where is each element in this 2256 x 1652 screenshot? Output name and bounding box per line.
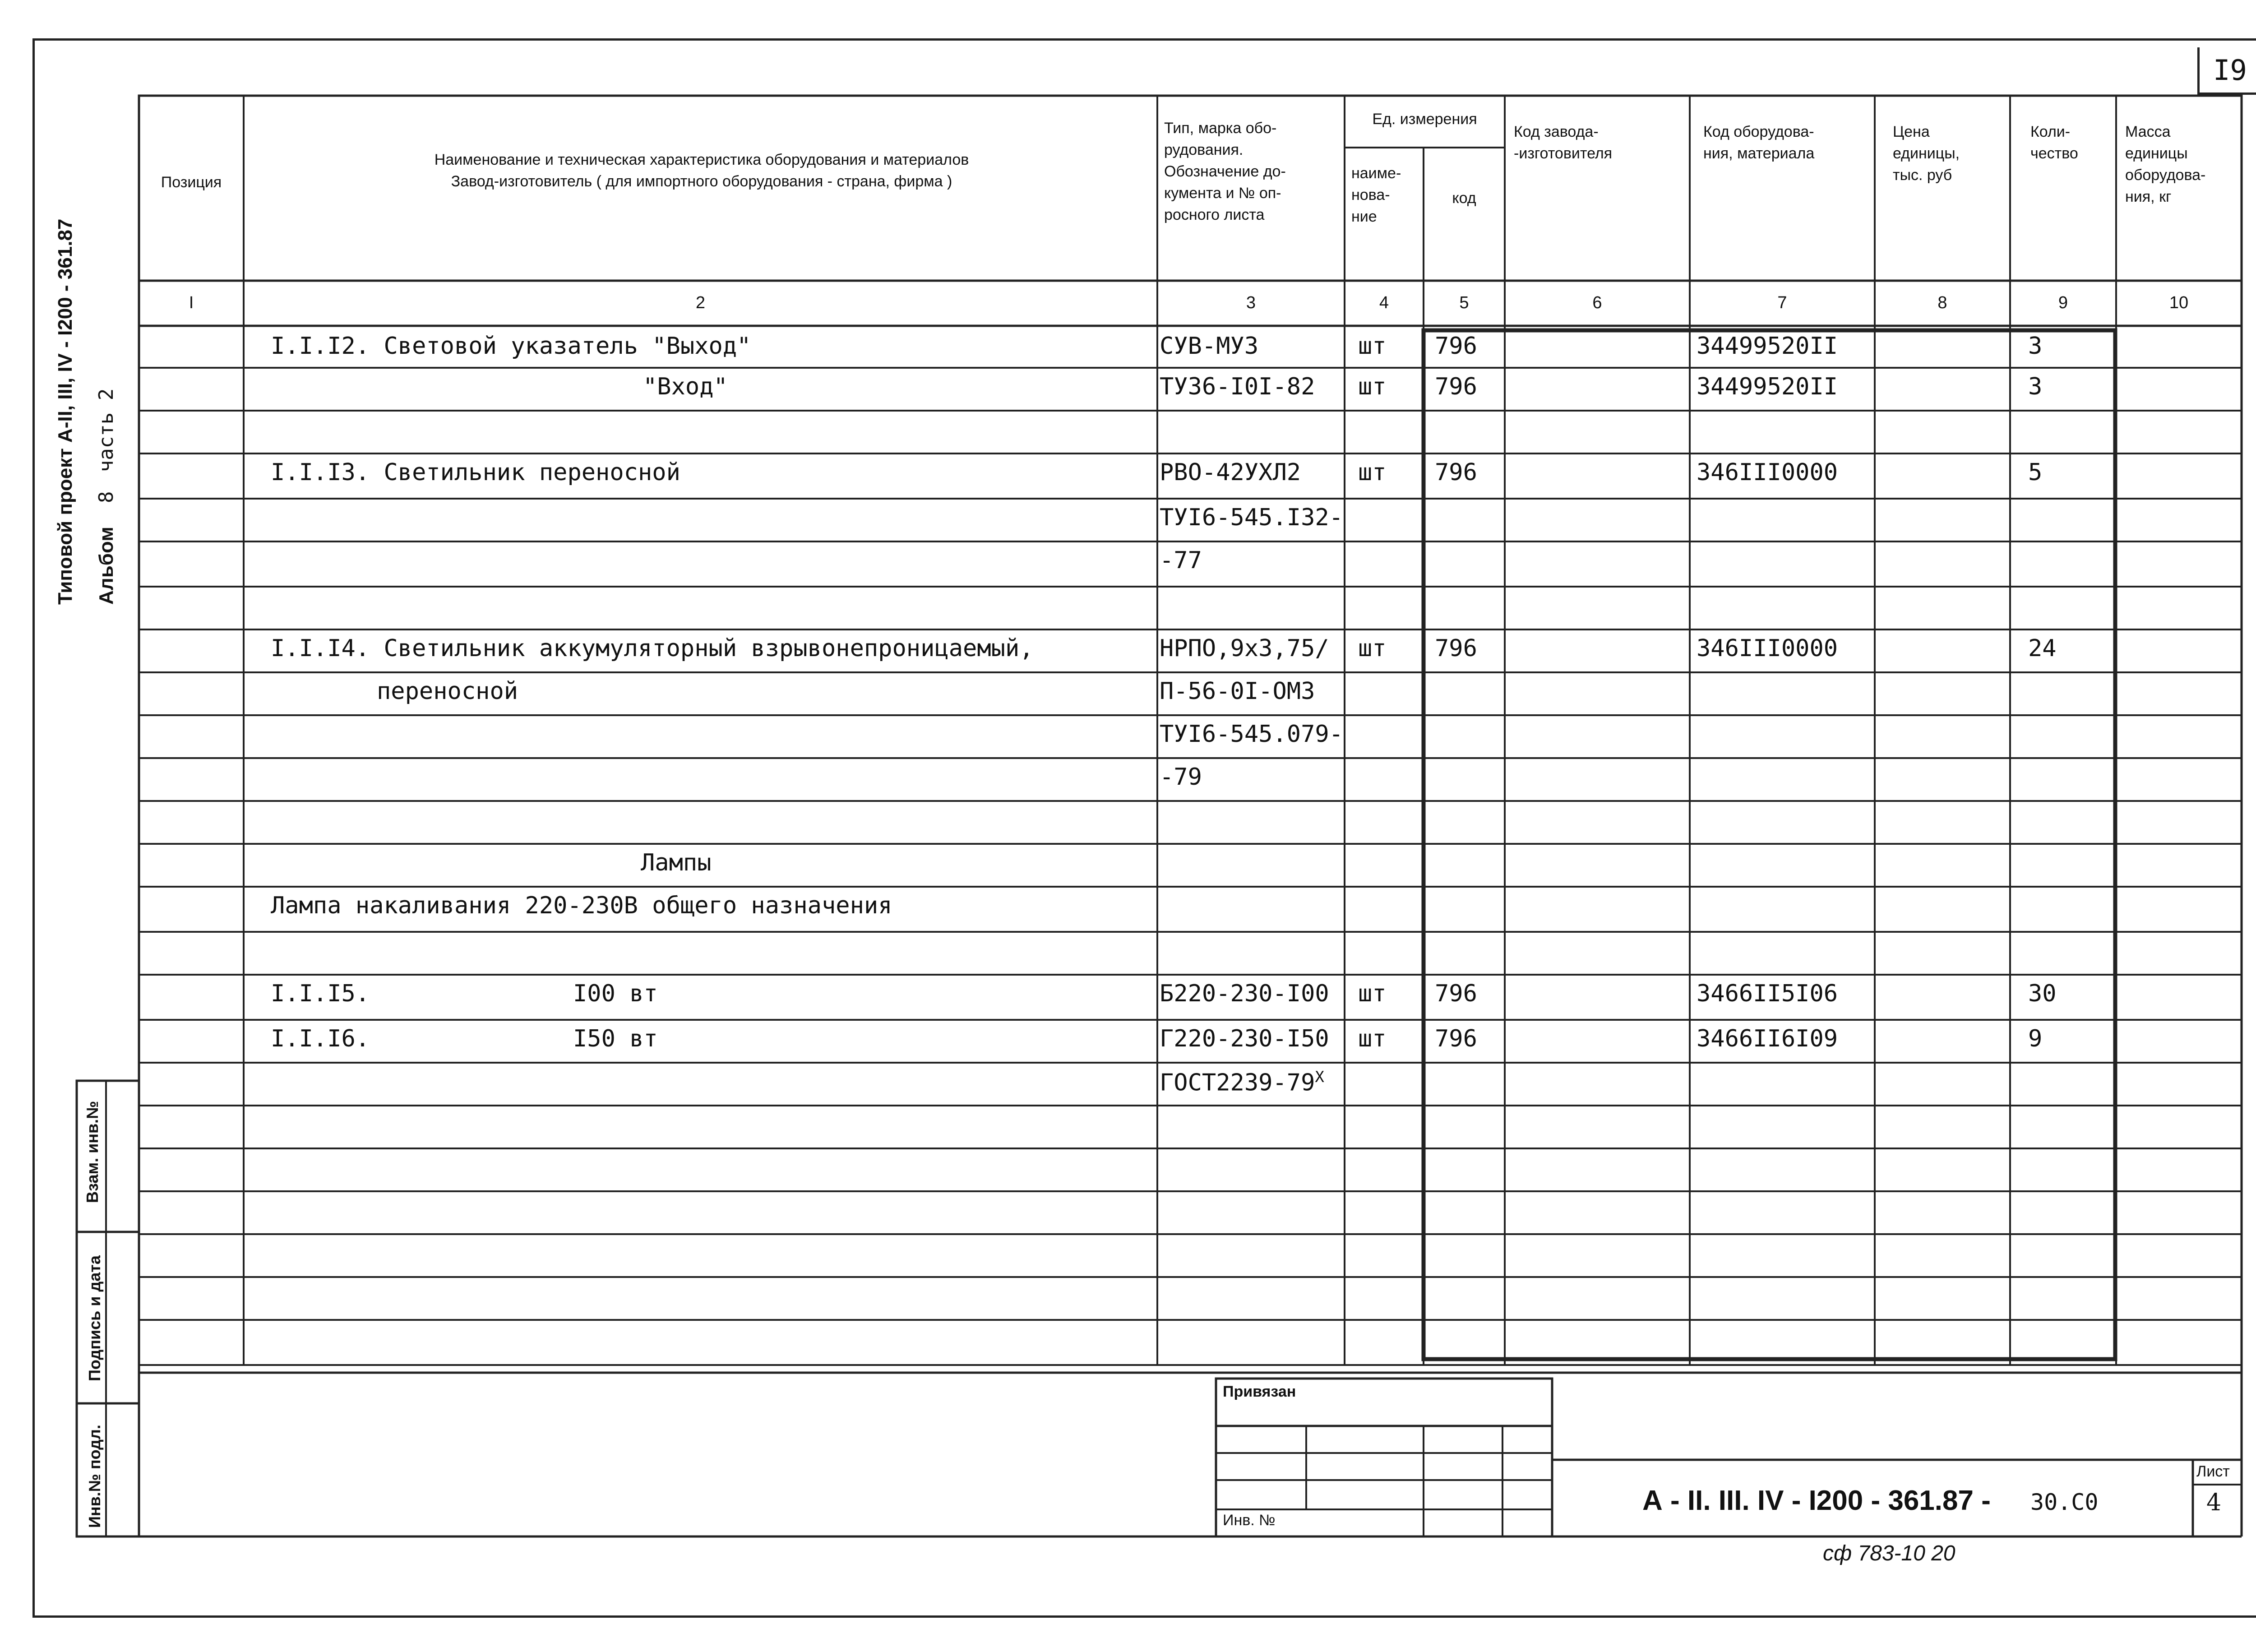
row-unit: шт — [1358, 1025, 1387, 1052]
row-unit-code: 796 — [1435, 333, 1477, 360]
col-number: 8 — [1937, 293, 1947, 312]
header-price: Цена единицы, тыс. руб — [1893, 123, 1960, 184]
sheet-number: I9 — [2197, 47, 2256, 95]
row-name: I.I.I4. Светильник аккумуляторный взрывонепроницаемый, — [271, 635, 1034, 662]
col-number: 9 — [2058, 293, 2068, 312]
row-type: РВО-42УХЛ2 — [1160, 459, 1301, 486]
row-equipment-code: 34499520II — [1697, 373, 1838, 400]
stamp-original-inv: Инв.№ подл. — [85, 1425, 104, 1528]
row-quantity: 5 — [2028, 459, 2043, 486]
col-number: 6 — [1592, 293, 1602, 312]
row-type-superscript: Х — [1315, 1068, 1324, 1086]
col-number: 2 — [695, 293, 706, 312]
row-unit-code: 796 — [1435, 635, 1477, 662]
row-unit: шт — [1358, 333, 1387, 360]
col-number: 7 — [1777, 293, 1787, 312]
stamp-replace-inv: Взам. инв.№ — [83, 1101, 102, 1203]
row-name: Лампы — [641, 849, 712, 876]
header-equipment-code: Код оборудова- ния, материала — [1703, 123, 1815, 162]
row-equipment-code: 3466II5I06 — [1697, 980, 1838, 1007]
row-type: ТУI6-545.I32- — [1160, 504, 1343, 531]
row-type: Г220-230-I50 — [1160, 1025, 1329, 1052]
row-quantity: 24 — [2028, 635, 2057, 662]
row-quantity: 30 — [2028, 980, 2057, 1007]
row-name: I.I.I2. Световой указатель "Выход" — [271, 333, 751, 360]
col-number: I — [189, 293, 194, 312]
col-number: 4 — [1379, 293, 1389, 312]
header-quantity: Коли- чество — [2030, 123, 2078, 162]
header-type: Тип, марка обо- рудования. Обозначение до- кумента и № оп- росного листа — [1164, 120, 1286, 223]
row-type: П-56-0I-ОМ3 — [1160, 678, 1315, 705]
row-unit: шт — [1358, 635, 1387, 662]
row-unit: шт — [1358, 373, 1387, 400]
col-number: 5 — [1459, 293, 1469, 312]
margin-album: Альбом 8 часть 2 — [95, 388, 118, 605]
row-quantity: 3 — [2028, 373, 2043, 400]
row-name-detail: I50 вт — [573, 1025, 658, 1052]
row-type: -79 — [1160, 764, 1202, 791]
document-suffix: 30.С0 — [2030, 1489, 2099, 1515]
row-unit-code: 796 — [1435, 459, 1477, 486]
row-unit: шт — [1358, 980, 1387, 1007]
row-type: $ГОСТ2239-79^Х$ — [1160, 1068, 1324, 1097]
row-equipment-code: 346III0000 — [1697, 635, 1838, 662]
header-unit-code: код — [1452, 190, 1476, 207]
row-equipment-code: 346III0000 — [1697, 459, 1838, 486]
row-type: Б220-230-I00 — [1160, 980, 1329, 1007]
row-type: СУВ-МУЗ — [1160, 333, 1259, 360]
row-quantity: 3 — [2028, 333, 2043, 360]
col-number: 3 — [1246, 293, 1256, 312]
header-factory-code: Код завода- -изготовителя — [1514, 123, 1613, 162]
header-mass: Масса единицы оборудова- ния, кг — [2125, 123, 2206, 205]
col-number: 10 — [2169, 293, 2189, 312]
header-unit-group: Ед. измерения — [1372, 111, 1477, 128]
row-type: ТУI6-545.079- — [1160, 721, 1343, 748]
stamp-signature-date: Подпись и дата — [85, 1255, 104, 1381]
inv-label: Инв. № — [1223, 1512, 1276, 1529]
header-name: Наименование и техническая характеристика оборудования и материалов Завод-изготовитель ( для импортного оборудования - страна, фирма ) — [434, 151, 969, 190]
row-name: I.I.I6. — [271, 1025, 370, 1052]
row-unit-code: 796 — [1435, 980, 1477, 1007]
document-code: А - II. III. IV - I200 - 361.87 - — [1642, 1485, 1991, 1516]
header-unit-name: наиме- нова- ние — [1351, 165, 1401, 225]
row-type: ТУ36-I0I-82 — [1160, 373, 1315, 400]
row-name: переносной — [377, 678, 518, 705]
row-name: Лампа накаливания 220-230В общего назначения — [271, 892, 892, 919]
sheet-value: 4 — [2206, 1489, 2222, 1516]
row-quantity: 9 — [2028, 1025, 2043, 1052]
bound-label: Привязан — [1223, 1383, 1296, 1400]
margin-project-title: Типовой проект А-II, III, IV - I200 - 361.87 — [54, 218, 76, 605]
footer-note: сф 783-10 20 — [1823, 1541, 1956, 1565]
row-equipment-code: 3466II6I09 — [1697, 1025, 1838, 1052]
sheet-label: Лист — [2196, 1463, 2230, 1480]
row-name: I.I.I3. Светильник переносной — [271, 459, 680, 486]
row-equipment-code: 34499520II — [1697, 333, 1838, 360]
row-unit: шт — [1358, 459, 1387, 486]
row-name-detail: I00 вт — [573, 980, 658, 1007]
row-name: I.I.I5. — [271, 980, 370, 1007]
row-unit-code: 796 — [1435, 1025, 1477, 1052]
row-unit-code: 796 — [1435, 373, 1477, 400]
row-type: НРПО,9х3,75/ — [1160, 635, 1329, 662]
row-type: -77 — [1160, 547, 1202, 574]
row-name: "Вход" — [643, 373, 728, 400]
header-position: Позиция — [161, 174, 222, 191]
